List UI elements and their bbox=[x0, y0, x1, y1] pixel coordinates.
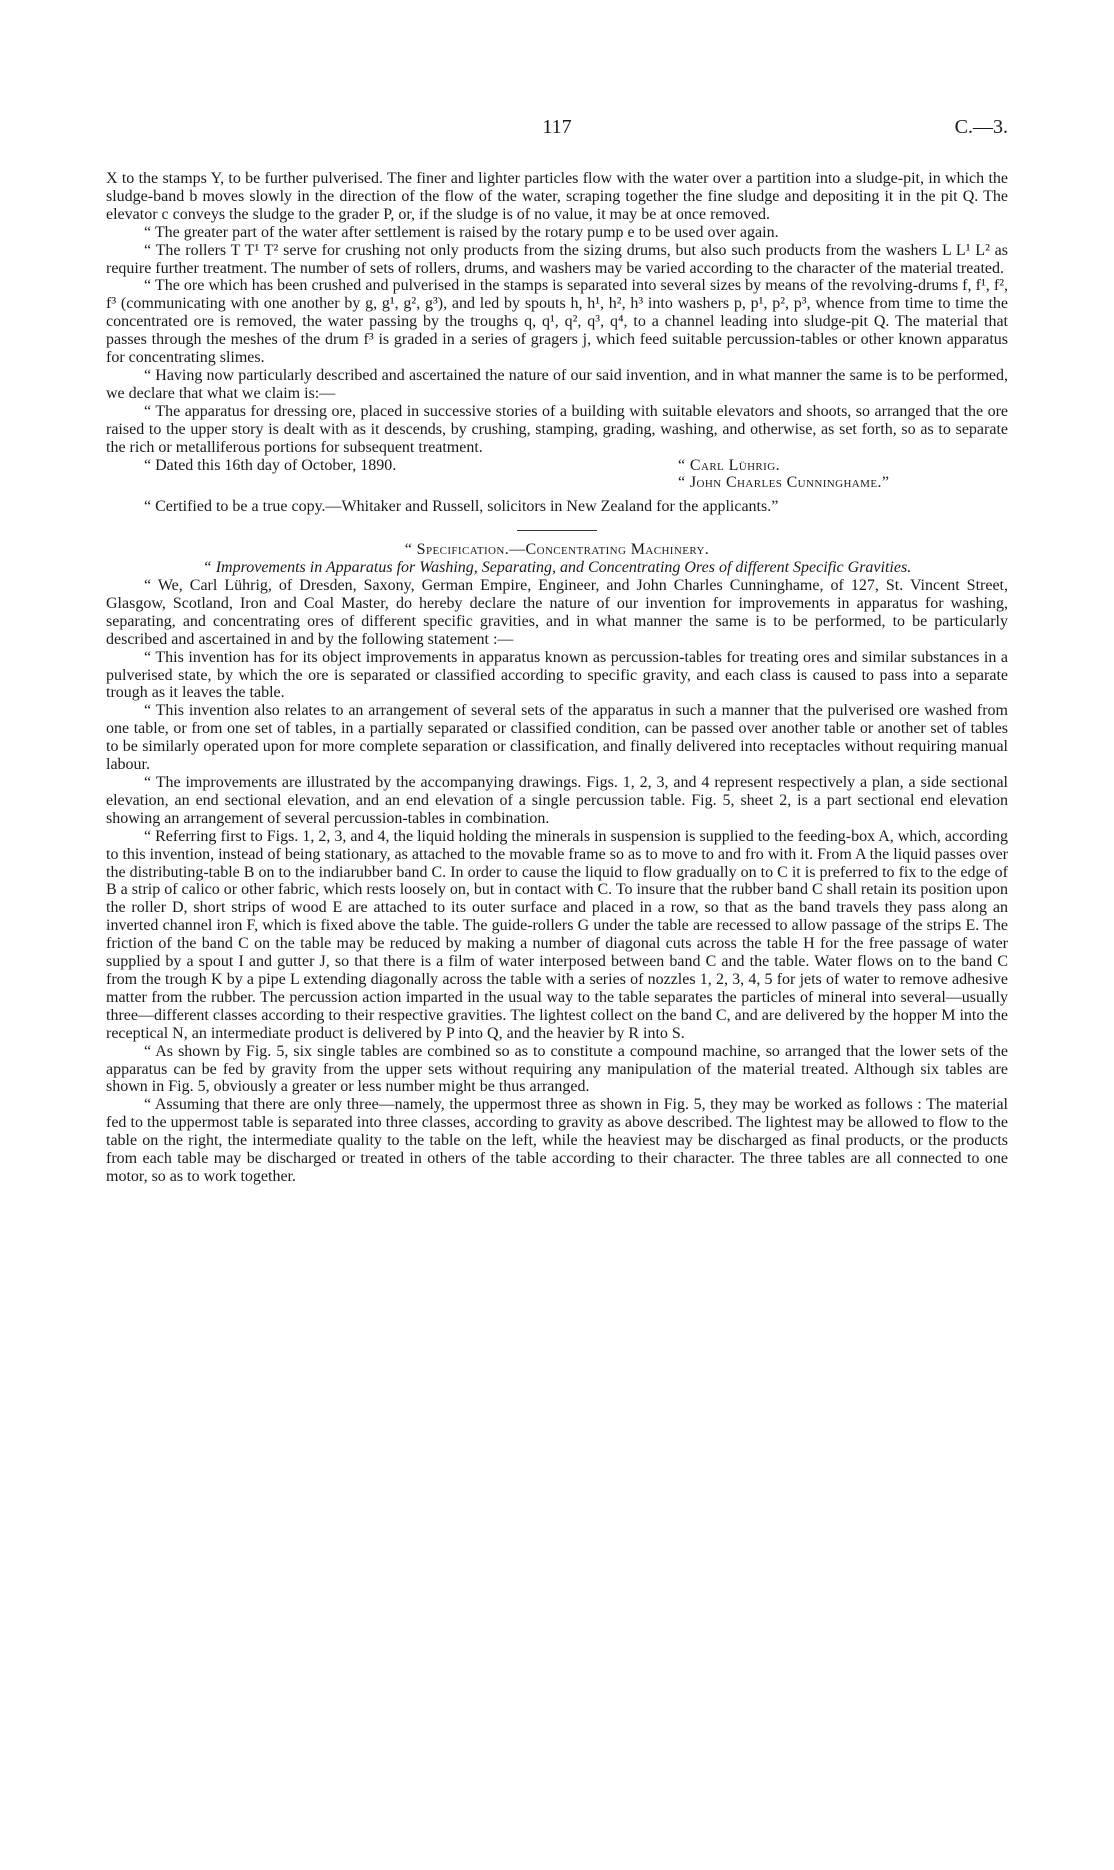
signature-block bbox=[106, 457, 1008, 493]
document-code: C.—3. bbox=[954, 116, 1008, 138]
specification-heading: “ Specification.—Concentrating Machinery. bbox=[404, 541, 710, 559]
signature-names bbox=[678, 457, 1008, 493]
section-divider bbox=[517, 530, 597, 531]
spec-paragraph: “ We, Carl Lührig, of Dresden, Saxony, German Empire, Engineer, and John Charles Cunninghame, of 127, St. Vincent Street, Glasgow, Scotland, Iron and Coal Master, do hereby declare the nature of our invention for improvements in apparatus for washing, separating, and concentrating ores of different specific gravities, and in what manner the same is to be performed, to be particularly described and ascertained in and by the following statement :— bbox=[106, 577, 1008, 648]
spec-paragraph: “ Referring first to Figs. 1, 2, 3, and 4, the liquid holding the minerals in suspension is supplied to the feeding-box A, which, according to this invention, instead of being stationary, as attached to the movable frame so as to move to and fro with it. From A the liquid passes over the distributing-table B on to the indiarubber band C. In order to cause the liquid to flow gradually on to C it is preferred to fix to the edge of B a strip of calico or other fabric, which rests loosely on, but in contact with C. To insure that the rubber band C shall retain its position upon the roller D, short strips of wood E are attached to its outer surface and placed in a row, so that as the band travels they pass along an inverted channel iron F, which is fixed above the table. The guide-rollers G under the table are recessed to allow passage of the strips E. The friction of the band C on the table may be reduced by making a number of diagonal cuts across the table H for the free passage of water supplied by a spout I and gutter J, so that there is a film of water interposed between band C and the table. Water flows on to the band C from the trough K by a pipe L extending diagonally across the table with a series of nozzles 1, 2, 3, 4, 5 for jets of water to remove adhesive matter from the rubber. The percussion action imparted in the usual way to the table separates the particles of mineral into several—usually three—different classes according to their respective gravities. The lightest collect on the band C, and are delivered by the hopper M into the receptical N, an intermediate product is delivered by P into Q, and the heavier by R into S. bbox=[106, 827, 1008, 1042]
signatory-1: “ Carl Lührig. bbox=[678, 456, 780, 474]
signature-date: “ Dated this 16th day of October, 1890. bbox=[144, 456, 397, 474]
document-body bbox=[106, 170, 1008, 1186]
paragraph: “ Having now particularly described and ascertained the nature of our said invention, and in what manner the same is to be performed, we declare that what we claim is:— bbox=[106, 366, 1008, 402]
paragraph: “ The rollers T T¹ T² serve for crushing not only products from the sizing drums, but also such products from the washers L L¹ L² as require further treatment. The number of sets of rollers, drums, and washers may be varied according to the character of the material treated. bbox=[106, 241, 1008, 277]
specification-title: “ Improvements in Apparatus for Washing, Separating, and Concentrating Ores of different Specific Gravities. bbox=[202, 559, 912, 577]
spec-paragraph: “ This invention has for its object improvements in apparatus known as percussion-tables for treating ores and similar substances in a pulverised state, by which the ore is separated or classified according to specific gravity, and each class is caused to pass into a separate trough as it leaves the table. bbox=[106, 648, 1008, 702]
paragraph: “ The greater part of the water after settlement is raised by the rotary pump e to be used over again. bbox=[144, 223, 779, 241]
signatory-2: “ John Charles Cunninghame.” bbox=[678, 474, 890, 492]
spec-paragraph: “ As shown by Fig. 5, six single tables are combined so as to constitute a compound machine, so arranged that the lower sets of the apparatus can be fed by gravity from the upper sets without requiring any manipulation of the material treated. Although six tables are shown in Fig. 5, obviously a greater or less number might be thus arranged. bbox=[106, 1042, 1008, 1096]
paragraph: “ The apparatus for dressing ore, placed in successive stories of a building with suitable elevators and shoots, so arranged that the ore raised to the upper story is dealt with as it descends, by crushing, stamping, grading, washing, and otherwise, as set forth, so as to separate the rich or metalliferous portions for subsequent treatment. bbox=[106, 402, 1008, 456]
certified-note: “ Certified to be a true copy.—Whitaker and Russell, solicitors in New Zealand for the applicants.” bbox=[144, 498, 779, 516]
paragraph: “ The ore which has been crushed and pulverised in the stamps is separated into several sizes by means of the revolving-drums f, f¹, f², f³ (communicating with one another by g, g¹, g², g³), and led by spouts h, h¹, h², h³ into washers p, p¹, p², p³, whence from time to time the concentrated ore is removed, the water passing by the troughs q, q¹, q², q³, q⁴, to a channel leading into sludge-pit Q. The material that passes through the meshes of the drum f³ is graded in a series of gragers j, which feed suitable percussion-tables or other known apparatus for concentrating slimes. bbox=[106, 277, 1008, 367]
spec-paragraph: “ Assuming that there are only three—namely, the uppermost three as shown in Fig. 5, they may be worked as follows : The material fed to the uppermost table is separated into three classes, according to gravity as above described. The lightest may be allowed to flow to the table on the right, the intermediate quality to the table on the left, while the heaviest may be discharged as final products, or the products from each table may be discharged or treated in others of the table according to their character. The three tables are all connected to one motor, so as to work together. bbox=[106, 1096, 1008, 1185]
spec-paragraph: “ The improvements are illustrated by the accompanying drawings. Figs. 1, 2, 3, and 4 represent respectively a plan, a side sectional elevation, an end sectional elevation, and an end elevation of a single percussion table. Fig. 5, sheet 2, is a part sectional end elevation showing an arrangement of several percussion-tables in combination. bbox=[106, 774, 1008, 827]
paragraph: X to the stamps Y, to be further pulverised. The finer and lighter particles flow with the water over a partition into a sludge-pit, in which the sludge-band b moves slowly in the direction of the flow of the water, scraping together the fine sludge and depositing it in the pit Q. The elevator c conveys the sludge to the grader P, or, if the sludge is of no value, it may be at once removed. bbox=[106, 170, 1008, 223]
spec-paragraph: “ This invention also relates to an arrangement of several sets of the apparatus in such a manner that the pulverised ore washed from one table, or from one set of tables, in a partially separated or classified condition, can be passed over another table or another set of tables to be similarly operated upon for more complete separation or classification, and finally delivered into receptacles without requiring manual labour. bbox=[106, 702, 1008, 774]
page-number: 117 bbox=[542, 116, 572, 138]
